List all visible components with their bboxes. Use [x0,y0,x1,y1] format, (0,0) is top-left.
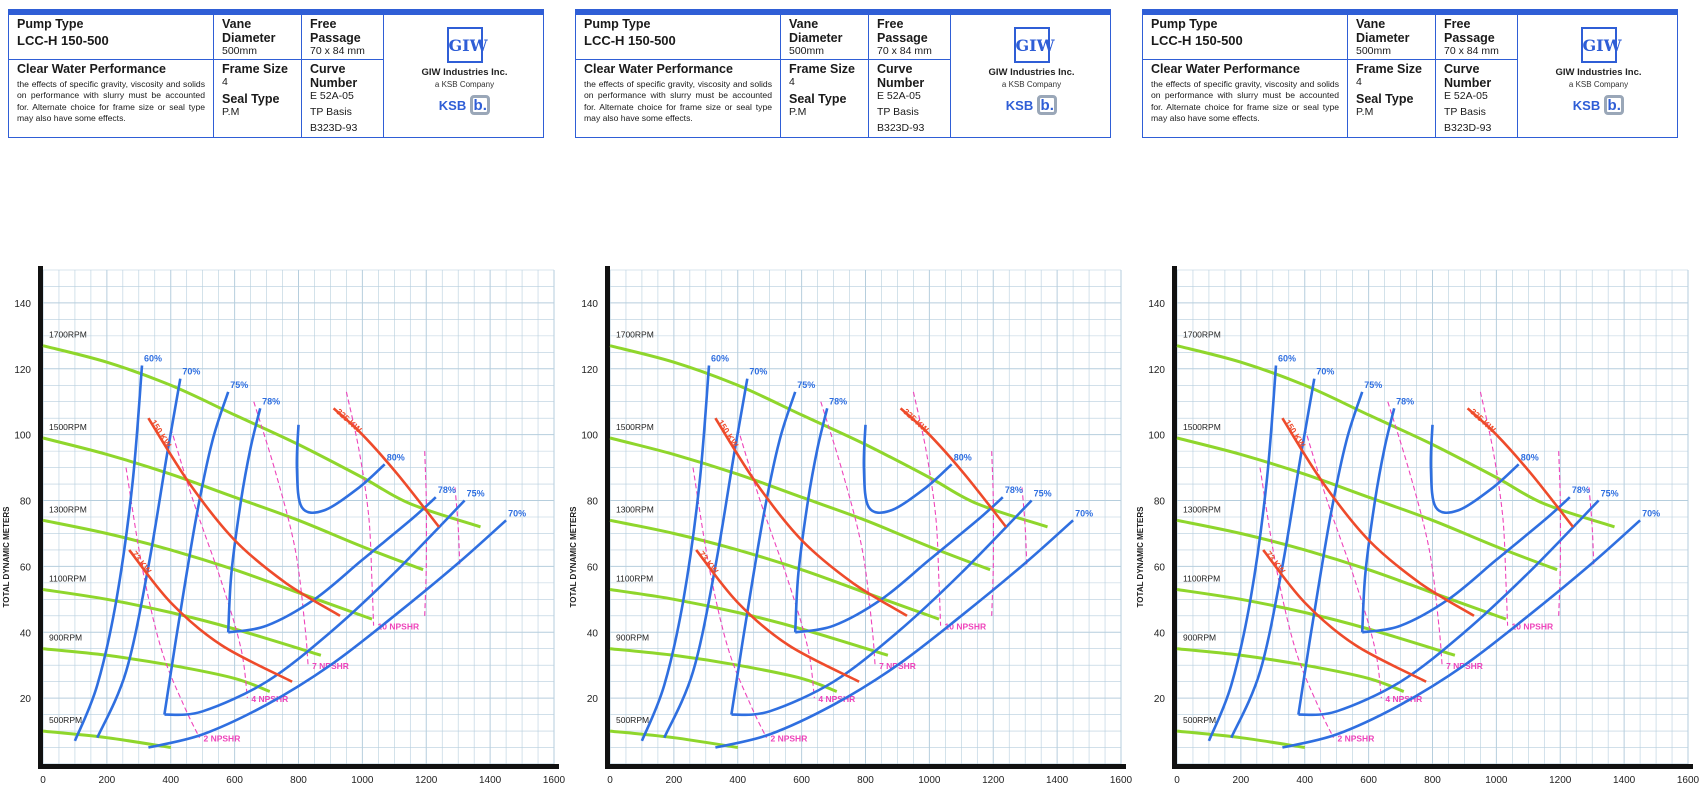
npshr-curve-2-npshr [693,468,767,738]
vane-diameter-value: 500mm [1356,45,1392,57]
x-tick-label: 800 [1424,775,1441,786]
frame-size-value: 4 [789,76,795,88]
x-axis-line [605,764,1126,769]
performance-note: the effects of specific gravity, viscosity and solids on performance with slurry must be accounted for. Alternate choice for frame size or seal type may also have some effects. [17,79,205,124]
rpm-curve-1700rpm [43,346,481,527]
efficiency-label-70pct-1: 70% [182,366,201,377]
ksb-text: KSB [1005,97,1034,113]
seal-type-label: Seal Type [789,92,847,106]
y-tick-label: 100 [581,430,598,442]
rpm-label-1500rpm: 1500RPM [616,421,654,432]
efficiency-curve-80pct-4 [297,425,385,513]
x-tick-label: 1200 [982,775,1005,786]
free-passage-label: Free Passage [310,17,361,45]
rpm-label-1700rpm: 1700RPM [616,329,654,340]
ksb-text: KSB [1572,97,1601,113]
efficiency-label-70pct-7: 70% [1642,508,1661,519]
efficiency-label-60pct-0: 60% [711,353,730,364]
curve-number-value: E 52A-05 [877,90,921,102]
efficiency-label-78pct-5: 78% [1004,485,1023,496]
y-tick-label: 60 [586,562,598,574]
efficiency-label-78pct-5: 78% [437,485,456,496]
rpm-curve-900rpm [43,649,270,692]
performance-chart [567,0,1133,788]
npshr-label-10-npshr: 10 NPSHR [944,621,987,632]
y-axis-title: TOTAL DYNAMIC METERS [569,506,578,608]
frame-size-label: Frame Size [789,62,856,76]
y-axis-line [1172,266,1177,765]
efficiency-label-70pct-7: 70% [1075,508,1094,519]
free-passage-value: 70 x 84 mm [310,45,365,57]
free-passage-value: 70 x 84 mm [877,45,932,57]
frame-size-value: 4 [1356,76,1362,88]
x-tick-label: 600 [793,775,810,786]
rpm-curve-900rpm [1177,649,1404,692]
rpm-label-1700rpm: 1700RPM [49,329,87,340]
x-tick-label: 800 [857,775,874,786]
curve-number-value: E 52A-05 [310,90,354,102]
npshr-curve-4-npshr [171,428,248,698]
rpm-label-500rpm: 500RPM [1183,715,1217,726]
vane-diameter-label: Vane Diameter [1356,17,1410,45]
y-axis-title: TOTAL DYNAMIC METERS [1136,506,1145,608]
npshr-label-7-npshr: 7 NPSHR [879,661,916,672]
x-tick-label: 600 [1360,775,1377,786]
x-axis-line [38,764,559,769]
logo-company-name: GIW Industries Inc. [421,67,508,78]
efficiency-label-70pct-7: 70% [508,508,527,519]
seal-type-label: Seal Type [1356,92,1414,106]
efficiency-curve-80pct-4 [1431,425,1519,513]
power-label-73-kw: 73 KW [1263,548,1288,576]
doc-number-value: B323D-93 [1444,122,1492,134]
rpm-label-1300rpm: 1300RPM [1183,504,1221,515]
npshr-curve-4-npshr [1305,428,1382,698]
efficiency-label-75pct-2: 75% [230,379,249,390]
efficiency-curve-78pct-3 [1362,408,1394,632]
x-tick-label: 400 [729,775,747,786]
rpm-curve-1300rpm [610,520,939,619]
rpm-label-1300rpm: 1300RPM [49,504,87,515]
rpm-label-1300rpm: 1300RPM [616,504,654,515]
x-tick-label: 1600 [1676,775,1700,786]
pump-type-value: LCC-H 150-500 [17,33,109,48]
rpm-curve-1300rpm [43,520,372,619]
basis-value: TP Basis [1444,106,1486,118]
giw-logo: GIW [447,27,483,63]
y-tick-label: 40 [1153,628,1165,640]
rpm-label-900rpm: 900RPM [1183,632,1217,643]
pump-sheet-2 [567,0,1133,788]
rpm-label-1100rpm: 1100RPM [49,573,87,584]
efficiency-label-78pct-3: 78% [1396,396,1415,407]
x-tick-label: 1000 [1485,775,1508,786]
giw-logo: GIW [1581,27,1617,63]
y-axis-title: TOTAL DYNAMIC METERS [2,506,11,608]
doc-number-value: B323D-93 [310,122,358,134]
y-tick-label: 120 [581,364,598,376]
rpm-curve-1700rpm [1177,346,1615,527]
npshr-curve-unlabeled-5 [455,487,460,566]
efficiency-label-78pct-3: 78% [262,396,281,407]
curve-number-label: Curve Number [877,62,925,90]
pump-type-value: LCC-H 150-500 [1151,33,1243,48]
efficiency-label-60pct-0: 60% [144,353,163,364]
npshr-label-2-npshr: 2 NPSHR [1337,733,1375,744]
y-tick-label: 140 [581,298,598,310]
npshr-curve-unlabeled-5 [1589,487,1594,566]
y-tick-label: 120 [1148,364,1165,376]
ksb-mark: b. [1037,95,1057,115]
x-tick-label: 0 [1174,775,1180,786]
efficiency-label-75pct-2: 75% [1364,379,1383,390]
vane-diameter-value: 500mm [222,45,258,57]
power-label-150-kw: 150 KW [1282,417,1308,450]
x-tick-label: 1000 [351,775,374,786]
logo-company-name: GIW Industries Inc. [1555,67,1642,78]
npshr-curve-2-npshr [126,468,200,738]
x-tick-label: 1400 [1613,775,1636,786]
y-tick-label: 20 [586,694,598,706]
rpm-label-1500rpm: 1500RPM [1183,421,1221,432]
npshr-curve-unlabeled-5 [1022,487,1027,566]
rpm-label-1500rpm: 1500RPM [49,421,87,432]
power-label-325-kw: 325 KW [1468,406,1498,435]
x-tick-label: 1600 [1109,775,1133,786]
logo-company-sub: a KSB Company [1001,80,1062,89]
logo-company-sub: a KSB Company [1568,80,1629,89]
vane-diameter-label: Vane Diameter [789,17,843,45]
efficiency-label-75pct-6: 75% [1600,488,1619,499]
x-tick-label: 400 [162,775,180,786]
seal-type-value: P.M [222,106,240,118]
frame-size-label: Frame Size [222,62,289,76]
performance-label: Clear Water Performance [584,62,733,76]
x-tick-label: 0 [40,775,46,786]
rpm-label-1700rpm: 1700RPM [1183,329,1221,340]
curve-number-label: Curve Number [310,62,358,90]
x-tick-label: 400 [1296,775,1314,786]
npshr-curve-4-npshr [738,428,815,698]
pump-type-label: Pump Type [17,17,84,31]
performance-chart [0,0,566,788]
y-tick-label: 20 [19,694,31,706]
x-tick-label: 200 [1232,775,1250,786]
giw-logo: GIW [1014,27,1050,63]
power-label-325-kw: 325 KW [901,406,931,435]
free-passage-value: 70 x 84 mm [1444,45,1499,57]
efficiency-curve-78pct-3 [795,408,827,632]
y-tick-label: 60 [1153,562,1165,574]
curve-number-value: E 52A-05 [1444,90,1488,102]
doc-number-value: B323D-93 [877,122,925,134]
ksb-text: KSB [438,97,467,113]
x-tick-label: 200 [98,775,116,786]
power-label-150-kw: 150 KW [148,417,174,450]
npshr-label-10-npshr: 10 NPSHR [1511,621,1554,632]
rpm-label-1100rpm: 1100RPM [616,573,654,584]
power-label-150-kw: 150 KW [715,417,741,450]
y-tick-label: 20 [1153,694,1165,706]
efficiency-label-78pct-3: 78% [829,396,848,407]
performance-label: Clear Water Performance [17,62,166,76]
x-tick-label: 1200 [415,775,438,786]
y-tick-label: 80 [1153,496,1165,508]
y-tick-label: 140 [14,298,31,310]
y-tick-label: 80 [19,496,31,508]
x-axis-line [1172,764,1693,769]
x-tick-label: 1600 [542,775,566,786]
efficiency-label-80pct-4: 80% [1520,452,1539,463]
y-tick-label: 60 [19,562,31,574]
basis-value: TP Basis [310,106,352,118]
pump-sheet-1 [0,0,566,788]
rpm-curve-900rpm [610,649,837,692]
x-tick-label: 600 [226,775,243,786]
x-tick-label: 800 [290,775,307,786]
pump-type-label: Pump Type [584,17,651,31]
frame-size-label: Frame Size [1356,62,1423,76]
npshr-label-10-npshr: 10 NPSHR [377,621,420,632]
free-passage-label: Free Passage [1444,17,1495,45]
rpm-label-900rpm: 900RPM [49,632,83,643]
ksb-mark: b. [1604,95,1624,115]
rpm-label-500rpm: 500RPM [616,715,650,726]
y-tick-label: 140 [1148,298,1165,310]
power-label-73-kw: 73 KW [129,548,154,576]
frame-size-value: 4 [222,76,228,88]
pump-type-value: LCC-H 150-500 [584,33,676,48]
x-tick-label: 200 [665,775,683,786]
npshr-curve-2-npshr [1260,468,1334,738]
x-tick-label: 1400 [479,775,502,786]
power-label-325-kw: 325 KW [334,406,364,435]
seal-type-label: Seal Type [222,92,280,106]
y-tick-label: 100 [14,430,31,442]
performance-note: the effects of specific gravity, viscosity and solids on performance with slurry must be accounted for. Alternate choice for frame size or seal type may also have some effects. [584,79,772,124]
vane-diameter-value: 500mm [789,45,825,57]
npshr-label-4-npshr: 4 NPSHR [251,694,289,705]
efficiency-label-70pct-1: 70% [749,366,768,377]
rpm-curve-1300rpm [1177,520,1506,619]
rpm-label-900rpm: 900RPM [616,632,650,643]
y-tick-label: 80 [586,496,598,508]
rpm-label-1100rpm: 1100RPM [1183,573,1221,584]
seal-type-value: P.M [789,106,807,118]
efficiency-curve-80pct-4 [864,425,952,513]
npshr-label-4-npshr: 4 NPSHR [1385,694,1423,705]
performance-note: the effects of specific gravity, viscosity and solids on performance with slurry must be accounted for. Alternate choice for frame size or seal type may also have some effects. [1151,79,1339,124]
x-tick-label: 1200 [1549,775,1572,786]
pump-sheet-3 [1134,0,1700,788]
npshr-label-7-npshr: 7 NPSHR [312,661,349,672]
efficiency-label-60pct-0: 60% [1278,353,1297,364]
efficiency-label-80pct-4: 80% [953,452,972,463]
npshr-label-2-npshr: 2 NPSHR [770,733,808,744]
rpm-label-500rpm: 500RPM [49,715,83,726]
basis-value: TP Basis [877,106,919,118]
ksb-mark: b. [470,95,490,115]
x-tick-label: 1400 [1046,775,1069,786]
seal-type-value: P.M [1356,106,1374,118]
y-tick-label: 120 [14,364,31,376]
vane-diameter-label: Vane Diameter [222,17,276,45]
y-axis-line [605,266,610,765]
x-tick-label: 1000 [918,775,941,786]
y-axis-line [38,266,43,765]
curve-number-label: Curve Number [1444,62,1492,90]
efficiency-curve-78pct-3 [228,408,260,632]
npshr-label-7-npshr: 7 NPSHR [1446,661,1483,672]
npshr-label-4-npshr: 4 NPSHR [818,694,856,705]
free-passage-label: Free Passage [877,17,928,45]
y-tick-label: 100 [1148,430,1165,442]
performance-label: Clear Water Performance [1151,62,1300,76]
rpm-curve-1700rpm [610,346,1048,527]
logo-company-sub: a KSB Company [434,80,495,89]
efficiency-label-75pct-2: 75% [797,379,816,390]
logo-company-name: GIW Industries Inc. [988,67,1075,78]
pump-type-label: Pump Type [1151,17,1218,31]
npshr-label-2-npshr: 2 NPSHR [203,733,241,744]
efficiency-label-75pct-6: 75% [466,488,485,499]
x-tick-label: 0 [607,775,613,786]
performance-chart [1134,0,1700,788]
efficiency-label-75pct-6: 75% [1033,488,1052,499]
efficiency-label-70pct-1: 70% [1316,366,1335,377]
efficiency-label-78pct-5: 78% [1571,485,1590,496]
efficiency-label-80pct-4: 80% [386,452,405,463]
y-tick-label: 40 [586,628,598,640]
y-tick-label: 40 [19,628,31,640]
power-label-73-kw: 73 KW [696,548,721,576]
